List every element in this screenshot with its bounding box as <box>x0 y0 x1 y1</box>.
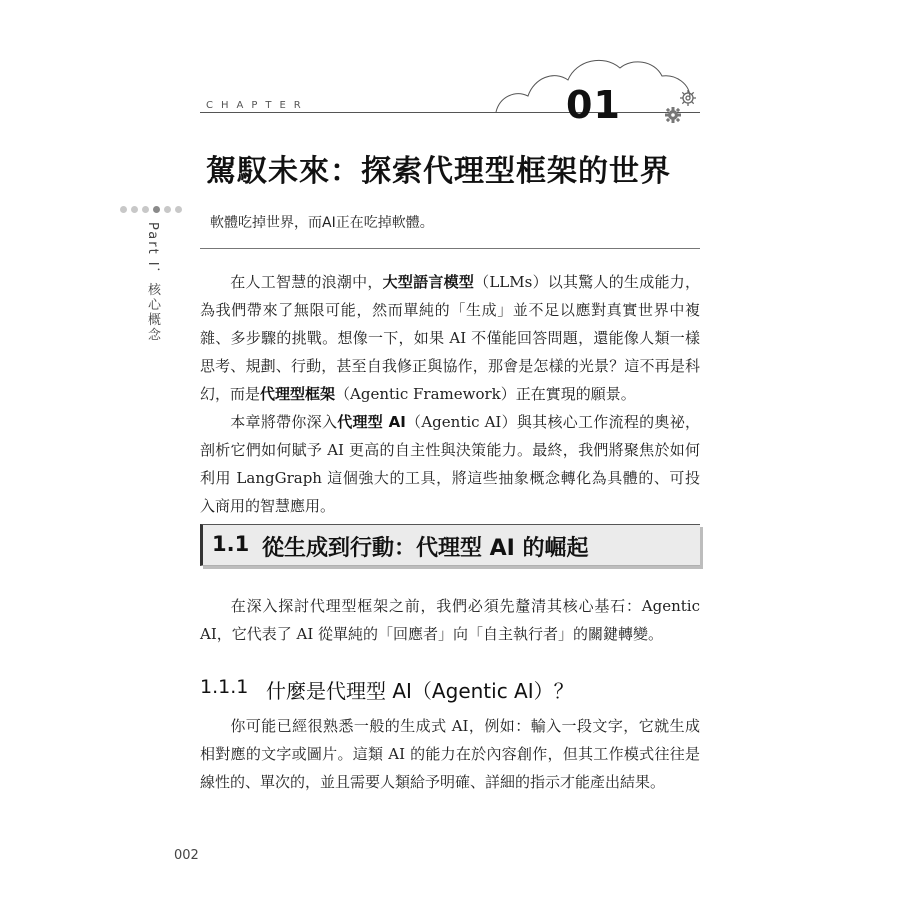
subsection-number: 1.1.1 <box>200 676 249 698</box>
term-llm: 大型語言模型 <box>382 273 475 291</box>
text-run: 你可能已經很熟悉一般的生成式 AI，例如：輸入一段文字，它就生成相對應的文字或圖片。這類 AI 的能力在於內容創作，但其工作模式往往是線性的、單次的，並且需要人類給予明確、詳細的指示才能產出結果。 <box>200 717 700 791</box>
term-agentic-framework: 代理型框架 <box>260 385 336 403</box>
part-label: Part I．核心概念 <box>145 222 160 343</box>
text-run: （LLMs）以其驚人的生成能力，為我們帶來了無限可能，然而單純的「生成」並不足以應對真實世界中複雜、多步驟的挑戰。想像一下，如果 AI 不僅能回答問題，還能像人類一樣思考、規劃、行動，甚至自我修正與協作，那會是怎樣的光景？這不再是科幻，而是 <box>200 273 700 403</box>
paragraph-chapter-overview <box>200 408 700 520</box>
progress-dot <box>175 206 182 213</box>
text-run: （Agentic Framework）正在實現的願景。 <box>335 385 636 403</box>
page-number: 002 <box>174 848 199 863</box>
progress-dot <box>142 206 149 213</box>
subsection-title: 什麼是代理型 AI（Agentic AI）？ <box>266 679 574 703</box>
chapter-label: CHAPTER <box>206 100 309 111</box>
paragraph-subsection-body <box>200 712 700 796</box>
progress-dot <box>164 206 171 213</box>
paragraph-intro <box>200 268 700 408</box>
chapter-number: 01 <box>566 83 621 127</box>
text-run: 在深入探討代理型框架之前，我們必須先釐清其核心基石：Agentic AI，它代表了 AI 從單純的「回應者」向「自主執行者」的關鍵轉變。 <box>200 597 700 643</box>
text-run: 在人工智慧的浪潮中， <box>230 273 383 291</box>
text-run: 本章將帶你深入 <box>230 413 338 431</box>
progress-dots <box>120 206 182 213</box>
progress-dot-active <box>153 206 160 213</box>
term-agentic-ai: 代理型 AI <box>337 413 406 431</box>
epigraph-rule <box>200 248 700 249</box>
paragraph-section-intro <box>200 592 700 648</box>
section-title: 從生成到行動：代理型 AI 的崛起 <box>262 536 589 561</box>
text-run: （Agentic AI）與其核心工作流程的奧祕，剖析它們如何賦予 AI 更高的自主性與決策能力。最終，我們將聚焦於如何利用 LangGraph 這個強大的工具，將這些抽象概念轉化為具體的、可投入商用的智慧應用。 <box>200 413 700 515</box>
gear-icon <box>662 86 702 126</box>
epigraph: 軟體吃掉世界，而AI正在吃掉軟體。 <box>210 215 434 231</box>
progress-dot <box>131 206 138 213</box>
chapter-title: 駕馭未來：探索代理型框架的世界 <box>206 154 671 189</box>
section-number: 1.1 <box>212 532 250 556</box>
progress-dot <box>120 206 127 213</box>
